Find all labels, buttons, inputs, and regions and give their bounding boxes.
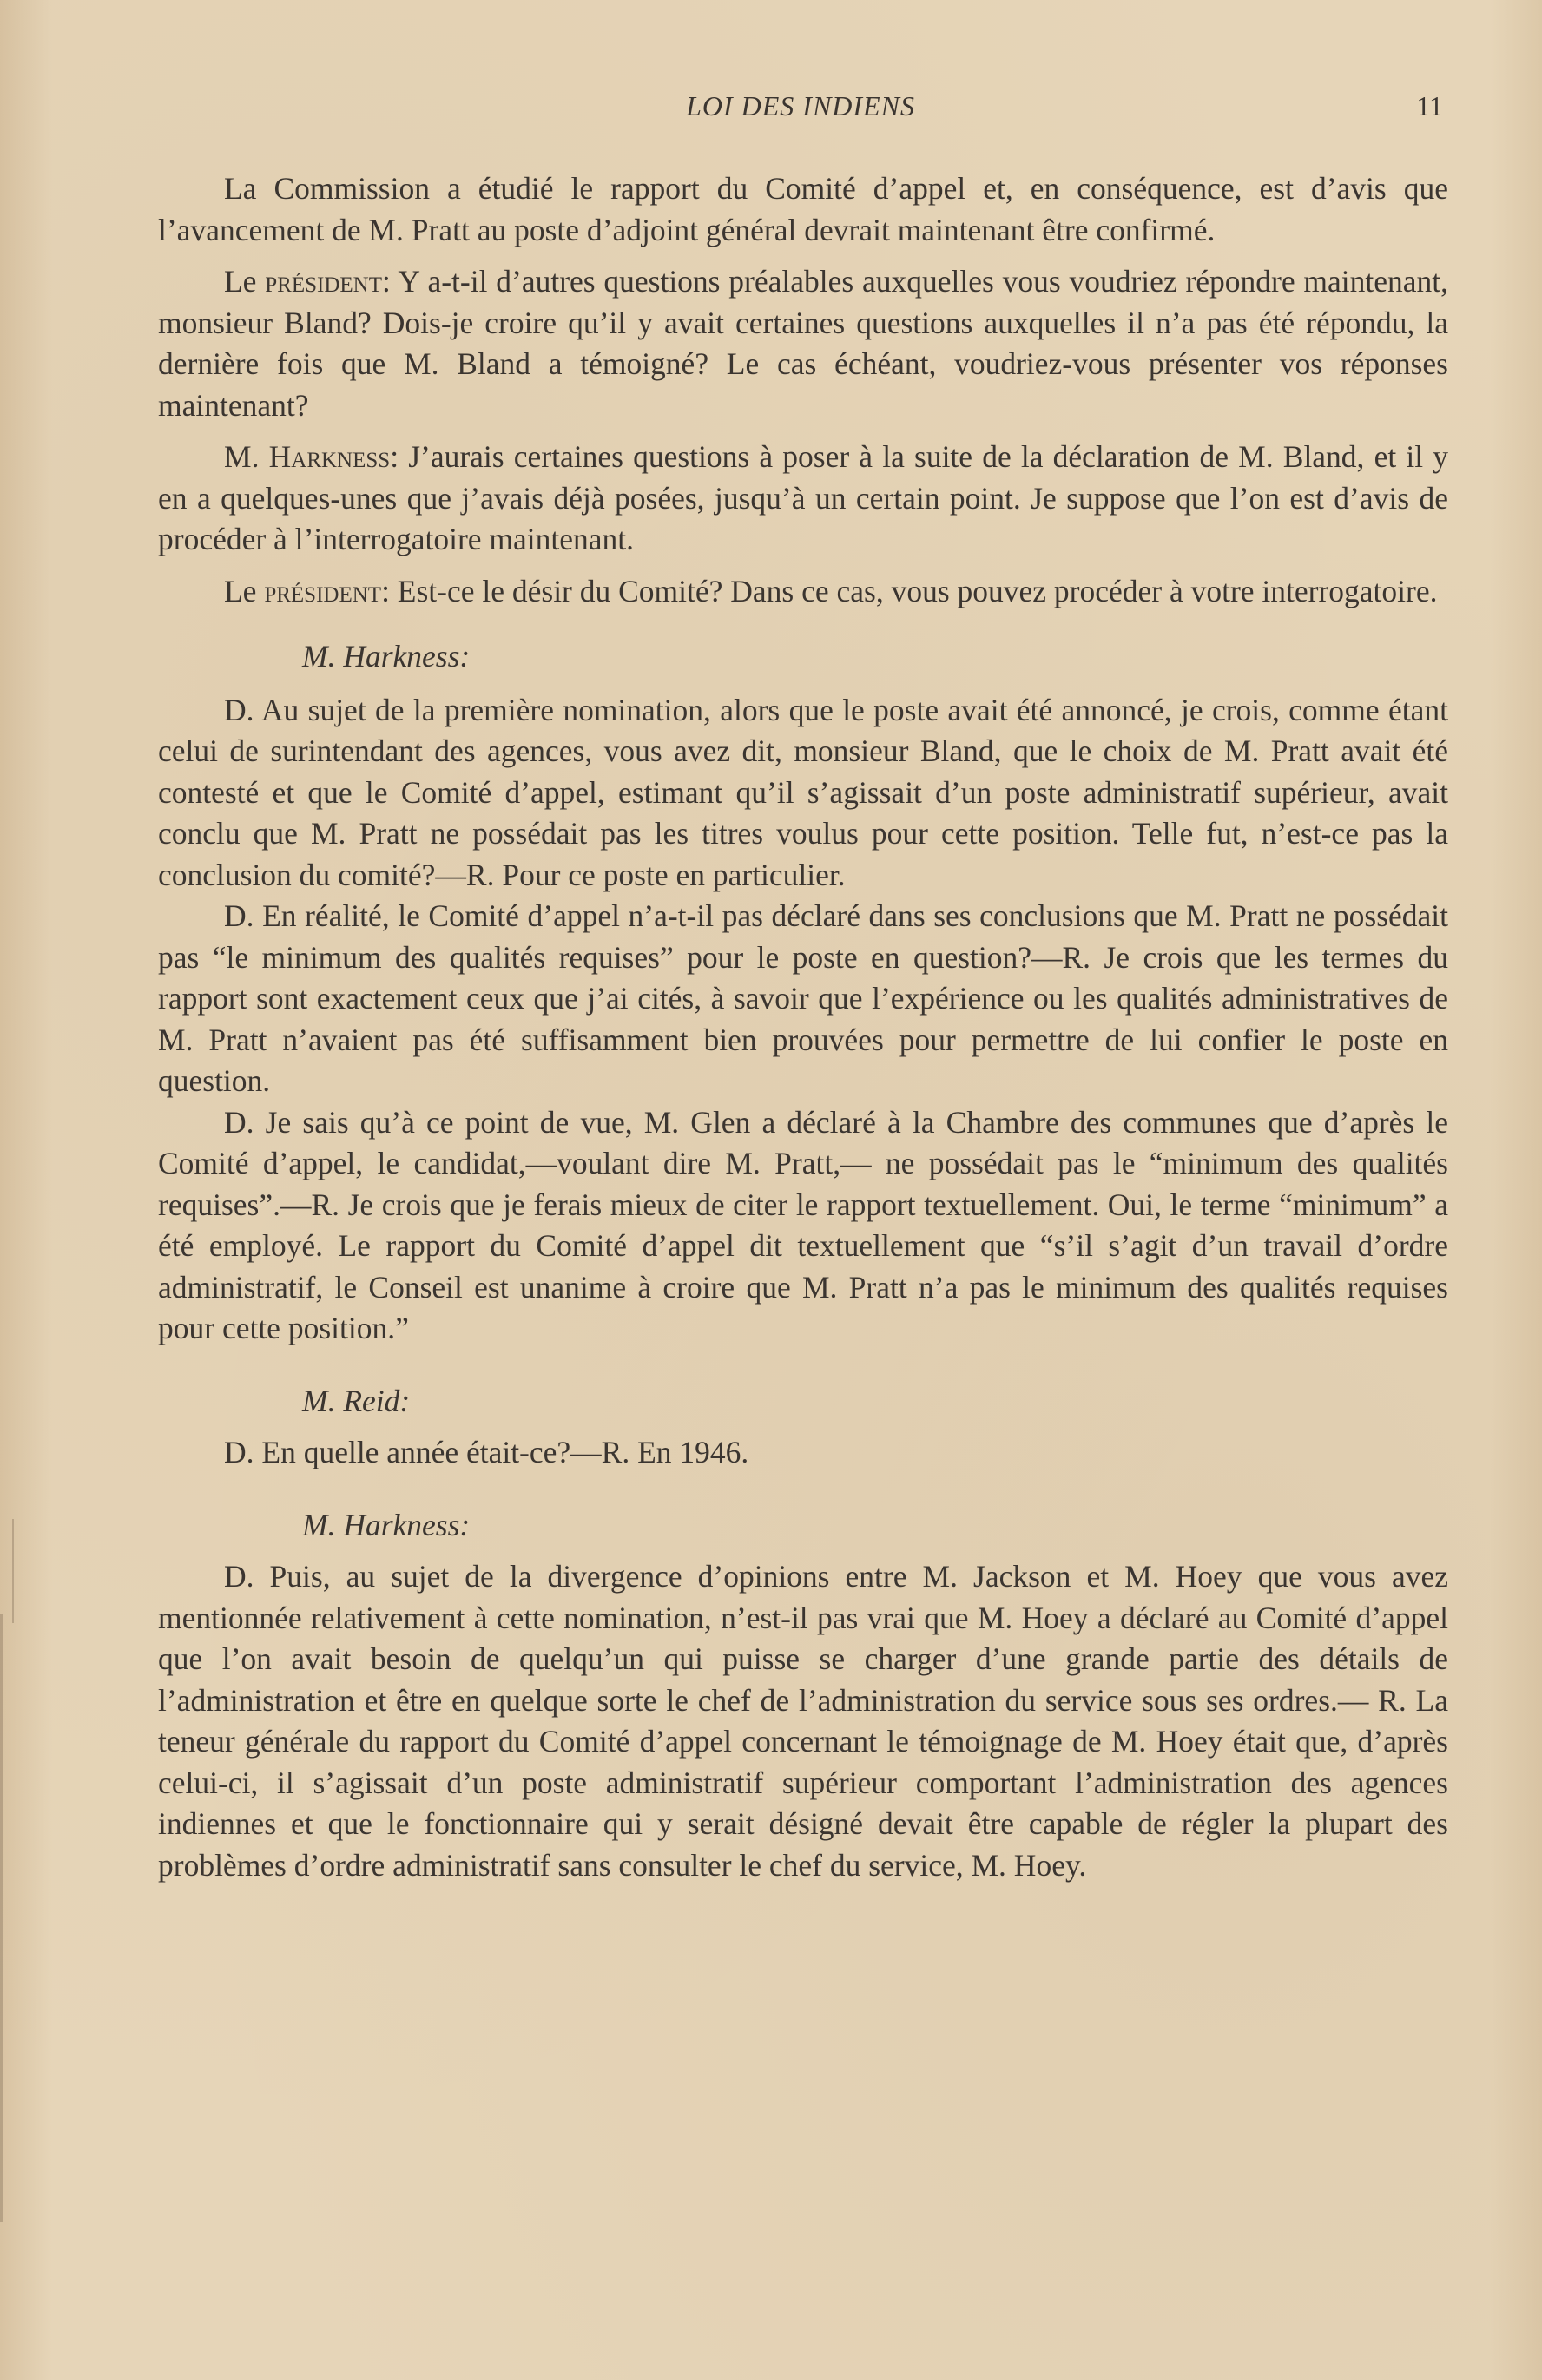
- question-4: D. En quelle année était-ce?—R. En 1946.: [224, 1435, 749, 1469]
- speaker-name: Harkness: [268, 439, 391, 474]
- page-body: [158, 168, 1448, 1886]
- speaker-name: président: [265, 264, 382, 299]
- running-title: LOI DES INDIENS: [686, 90, 915, 122]
- speaker-heading-harkness: M. Harkness:: [302, 639, 471, 674]
- paragraph-text: : Y a-t-il d’autres questions préalables auxquelles vous voudriez répondre maintenant, monsieur Bland? Dois-je croire qu’il y avait certaines questions auxquelles il n’a pas été répondu, la dernière fois que M. Bland a témoigné? Le cas échéant, voudriez-vous présenter vos réponses maintenant?: [158, 264, 1449, 423]
- speaker-heading-reid: M. Reid:: [302, 1383, 411, 1418]
- paragraph-president-2: [158, 571, 1448, 613]
- speaker-prefix: Le: [224, 264, 257, 299]
- paragraph-text: : J’aurais certaines questions à poser à la suite de la déclaration de M. Bland, et il y en a quelques-unes que j’avais déjà posées, jusqu’à un certain point. Je suppose que l’on est d’avis de procéder à l’interrogatoire maintenant.: [158, 439, 1449, 556]
- speaker-heading-harkness-2: M. Harkness:: [302, 1507, 471, 1542]
- paragraph-harkness: [158, 437, 1448, 561]
- page-header: [158, 90, 1443, 128]
- question-1: D. Au sujet de la première nomination, alors que le poste avait été annoncé, je crois, comme étant celui de surintendant des agences, vous avez dit, monsieur Bland, que le choix de M. Pratt avait été contesté et que le Comité d’appel, estimant qu’il s’agissait d’un poste administratif supérieur, avait conclu que M. Pratt ne possédait pas les titres voulus pour cette position. Telle fut, n’est-ce pas la conclusion du comité?—R. Pour ce poste en particulier.: [158, 692, 1448, 892]
- speaker-prefix: M.: [224, 439, 260, 474]
- speaker-name: président: [264, 573, 382, 608]
- paragraph-president-1: [158, 261, 1448, 426]
- question-2: D. En réalité, le Comité d’appel n’a-t-il pas déclaré dans ses conclusions que M. Pratt ne possédait pas “le minimum des qualités requises” pour le poste en question?—R. Je crois que les termes du rapport sont exactement ceux que j’ai cités, à savoir que l’expérience ou les qualités administratives de M. Pratt n’avaient pas été suffisamment bien prouvées pour permettre de lui confier le poste en question.: [158, 898, 1448, 1098]
- paragraph-commission: La Commission a étudié le rapport du Comité d’appel et, en conséquence, est d’avis que l’avancement de M. Pratt au poste d’adjoint général devrait maintenant être confirmé.: [158, 171, 1448, 247]
- question-3: D. Je sais qu’à ce point de vue, M. Glen a déclaré à la Chambre des communes que d’après le Comité d’appel, le candidat,—voulant dire M. Pratt,— ne possédait pas le “minimum des qualités requises”.—R. Je crois que je ferais mieux de citer le rapport textuellement. Oui, le terme “minimum” a été employé. Le rapport du Comité d’appel dit textuellement que “s’il s’agit d’un travail d’ordre administratif, le Conseil est unanime à croire que M. Pratt n’a pas le minimum des qualités requises pour cette position.”: [158, 1104, 1448, 1345]
- question-5: D. Puis, au sujet de la divergence d’opinions entre M. Jackson et M. Hoey que vous avez mentionnée relativement à cette nomination, n’est-il pas vrai que M. Hoey a déclaré au Comité d’appel que l’on avait besoin de quelqu’un qui puisse se charger d’une grande partie des détails de l’administration et être en quelque sorte le chef de l’administration du service sous ses ordres.— R. La teneur générale du rapport du Comité d’appel concernant le témoignage de M. Hoey était que, d’après celui-ci, il s’agissait d’un poste administratif supérieur comportant l’administration des agences indiennes et que le fonctionnaire qui y serait désigné devait être capable de régler la plupart des problèmes d’ordre administratif sans consulter le chef du service, M. Hoey.: [158, 1559, 1448, 1883]
- speaker-prefix: Le: [224, 573, 257, 608]
- page-edge-shadow: [0, 1614, 3, 2222]
- page-number: 11: [1416, 90, 1443, 122]
- page-edge-mark: [12, 1519, 14, 1623]
- paragraph-text: : Est-ce le désir du Comité? Dans ce cas, vous pouvez procéder à votre interrogatoire.: [381, 573, 1438, 608]
